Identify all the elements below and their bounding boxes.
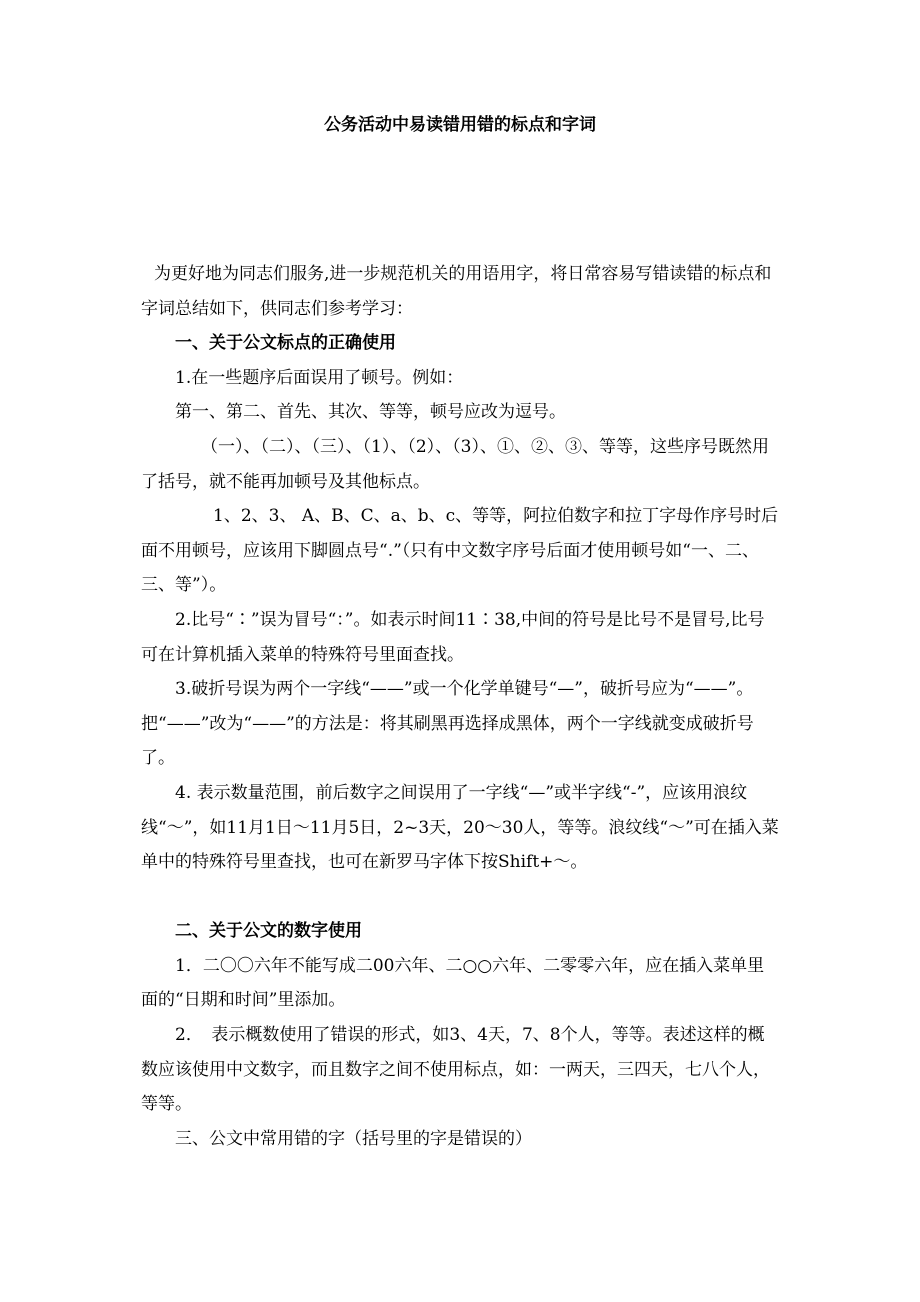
intro-paragraph: 为更好地为同志们服务,进一步规范机关的用语用字，将日常容易写错读错的标点和字词总结如下，供同志们参考学习：: [141, 264, 772, 319]
section1-heading: 一、关于公文标点的正确使用: [175, 333, 396, 354]
section2-item2: 2． 表示概数使用了错误的形式，如3、4天，7、8个人，等等。表述这样的概数应该使用中文数字，而且数字之间不使用标点，如：一两天，三四天，七八个人，等等。: [141, 1025, 770, 1115]
section1-item1-lead: 1.在一些题序后面误用了顿号。例如：: [175, 367, 464, 388]
section2-item1: 1．二〇〇六年不能写成二00六年、二○○六年、二零零六年，应在插入菜单里面的“日期和时间”里添加。: [141, 955, 765, 1011]
section1-item3: 3.破折号误为两个一字线“——”或一个化学单键号“—”，破折号应为“——”。把“——”改为“——”的方法是：将其刷黑再选择成黑体，两个一字线就变成破折号了。: [141, 679, 754, 769]
document-body: [141, 257, 781, 1156]
section2-heading: 二、关于公文的数字使用: [175, 921, 362, 942]
section3-heading: 三、公文中常用错的字（括号里的字是错误的）: [175, 1128, 532, 1149]
paragraph-gap: [141, 880, 781, 915]
document-title: 公务活动中易读错用错的标点和字词: [324, 115, 596, 135]
section1-item2: 2.比号“∶”误为冒号“：”。如表示时间11∶38,中间的符号是比号不是冒号,比号可在计算机插入菜单的特殊符号里面查找。: [141, 609, 765, 665]
section1-item1-example2: （一）、（二）、（三）、（1）、（2）、（3）、①、②、③、等等，这些序号既然用了括号，就不能再加顿号及其他标点。: [141, 436, 769, 492]
section1-item1-example1: 第一、第二、首先、其次、等等，顿号应改为逗号。: [175, 402, 566, 423]
section1-item4: 4. 表示数量范围，前后数字之间误用了一字线“—”或半字线“-”，应该用浪纹线“～”，如11月1日～11月5日，2~3天，20～30人，等等。浪纹线“～”可在插入菜单中的特殊符号里查找，也可在新罗马字体下按Shift+～。: [141, 782, 779, 873]
section1-item1-example3: 1、2、3、 A、B、C、a、b、c、等等，阿拉伯数字和拉丁字母作序号时后面不用顿号，应该用下脚圆点号“.”（只有中文数字序号后面才使用顿号如“一、二、三、等”）。: [141, 506, 779, 596]
